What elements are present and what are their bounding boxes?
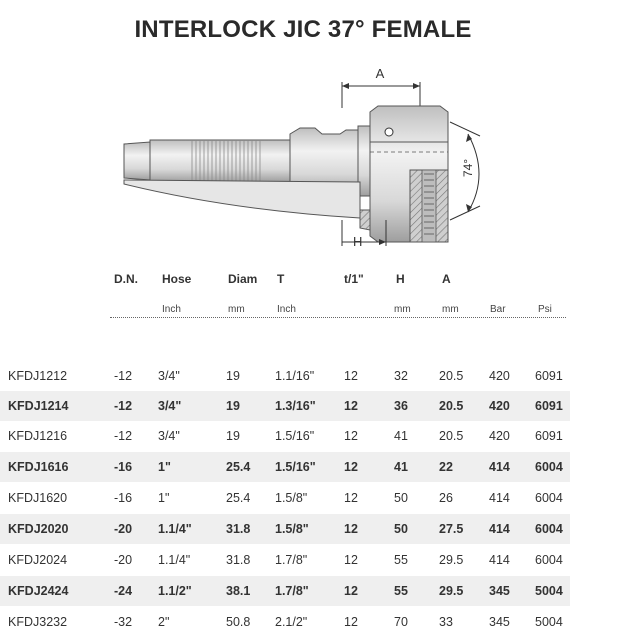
cell-h: 36 xyxy=(394,399,408,413)
cell-hose: 3/4" xyxy=(158,369,180,383)
cell-a: 33 xyxy=(439,615,453,629)
cell-psi: 5004 xyxy=(535,615,563,629)
cell-code: KFDJ2024 xyxy=(8,553,68,567)
dimension-h-label: H xyxy=(353,234,363,249)
cell-t: 1.1/16" xyxy=(275,369,315,383)
cell-psi: 6091 xyxy=(535,399,563,413)
cell-hose: 1.1/2" xyxy=(158,584,192,598)
cell-hose: 1.1/4" xyxy=(158,522,192,536)
cell-dn: -12 xyxy=(114,369,133,383)
cell-t: 1.3/16" xyxy=(275,399,316,413)
cell-diam: 19 xyxy=(226,399,240,413)
cell-diam: 25.4 xyxy=(226,460,251,474)
cell-dn: -16 xyxy=(114,491,133,505)
cell-dn: -24 xyxy=(114,584,133,598)
cell-psi: 6004 xyxy=(535,460,563,474)
cell-t1: 12 xyxy=(344,491,358,505)
cell-dn: -12 xyxy=(114,399,133,413)
dimension-a-label: A xyxy=(375,66,385,81)
header-a: A xyxy=(442,272,451,286)
fitting-drawing xyxy=(110,60,510,260)
header-diam: Diam xyxy=(228,272,258,286)
cell-t1: 12 xyxy=(344,399,358,413)
unit-h: mm xyxy=(394,304,411,315)
cell-t: 1.5/16" xyxy=(275,429,315,443)
header-dn: D.N. xyxy=(114,272,138,286)
cell-t1: 12 xyxy=(344,369,358,383)
cell-bar: 345 xyxy=(489,584,510,598)
table-row xyxy=(0,452,570,482)
cell-psi: 6004 xyxy=(535,553,563,567)
cell-code: KFDJ2424 xyxy=(8,584,69,598)
cell-bar: 414 xyxy=(489,491,510,505)
cell-t1: 12 xyxy=(344,460,358,474)
cell-code: KFDJ1616 xyxy=(8,460,69,474)
cell-a: 22 xyxy=(439,460,453,474)
cell-code: KFDJ1216 xyxy=(8,429,68,443)
cell-dn: -12 xyxy=(114,429,133,443)
cell-a: 29.5 xyxy=(439,584,464,598)
cell-t: 1.7/8" xyxy=(275,553,308,567)
cell-t: 1.5/16" xyxy=(275,460,316,474)
table-row xyxy=(0,421,570,451)
cell-bar: 345 xyxy=(489,615,510,629)
cell-dn: -16 xyxy=(114,460,133,474)
cell-h: 55 xyxy=(394,553,408,567)
cell-a: 20.5 xyxy=(439,369,464,383)
cell-hose: 2" xyxy=(158,615,170,629)
cell-t: 1.5/8" xyxy=(275,522,309,536)
unit-t: Inch xyxy=(277,304,296,315)
cell-t1: 12 xyxy=(344,584,358,598)
table-row xyxy=(0,361,570,391)
cell-dn: -20 xyxy=(114,522,133,536)
cell-psi: 6091 xyxy=(535,429,563,443)
cell-h: 41 xyxy=(394,429,408,443)
cell-diam: 19 xyxy=(226,369,240,383)
cell-h: 50 xyxy=(394,522,408,536)
cell-bar: 420 xyxy=(489,399,510,413)
cell-a: 29.5 xyxy=(439,553,464,567)
unit-a: mm xyxy=(442,304,459,315)
cell-t1: 12 xyxy=(344,429,358,443)
cell-bar: 420 xyxy=(489,369,510,383)
cell-code: KFDJ2020 xyxy=(8,522,69,536)
cell-a: 26 xyxy=(439,491,453,505)
cell-diam: 25.4 xyxy=(226,491,251,505)
cell-h: 50 xyxy=(394,491,408,505)
cell-hose: 1" xyxy=(158,460,171,474)
cell-code: KFDJ1212 xyxy=(8,369,68,383)
table-row xyxy=(0,514,570,544)
header-t1: t/1" xyxy=(344,272,364,286)
cell-diam: 31.8 xyxy=(226,553,251,567)
header-divider xyxy=(110,317,566,318)
table-row xyxy=(0,391,570,421)
cell-diam: 31.8 xyxy=(226,522,251,536)
unit-hose: Inch xyxy=(162,304,181,315)
cell-diam: 50.8 xyxy=(226,615,251,629)
table-row xyxy=(0,545,570,575)
cell-a: 20.5 xyxy=(439,399,464,413)
cell-h: 55 xyxy=(394,584,408,598)
cell-dn: -20 xyxy=(114,553,133,567)
cell-h: 41 xyxy=(394,460,408,474)
cell-bar: 414 xyxy=(489,522,510,536)
header-hose: Hose xyxy=(162,272,192,286)
unit-diam: mm xyxy=(228,304,245,315)
cell-t: 2.1/2" xyxy=(275,615,308,629)
page-title: INTERLOCK JIC 37° FEMALE xyxy=(134,16,472,43)
cell-hose: 1.1/4" xyxy=(158,553,191,567)
cell-a: 20.5 xyxy=(439,429,464,443)
table-row xyxy=(0,576,570,606)
cell-bar: 414 xyxy=(489,553,510,567)
table-row xyxy=(0,483,570,513)
header-h: H xyxy=(396,272,405,286)
table-row xyxy=(0,607,570,637)
cell-psi: 6004 xyxy=(535,491,563,505)
header-t: T xyxy=(277,272,285,286)
cell-psi: 5004 xyxy=(535,584,563,598)
angle-label: 74° xyxy=(461,158,475,178)
cell-h: 32 xyxy=(394,369,408,383)
cell-code: KFDJ1620 xyxy=(8,491,68,505)
cell-t: 1.7/8" xyxy=(275,584,309,598)
cell-dn: -32 xyxy=(114,615,133,629)
unit-psi: Psi xyxy=(538,304,552,315)
cell-code: KFDJ1214 xyxy=(8,399,69,413)
cell-hose: 1" xyxy=(158,491,170,505)
cell-bar: 420 xyxy=(489,429,510,443)
cell-bar: 414 xyxy=(489,460,510,474)
cell-code: KFDJ3232 xyxy=(8,615,68,629)
cell-t1: 12 xyxy=(344,522,358,536)
cell-t1: 12 xyxy=(344,553,358,567)
cell-h: 70 xyxy=(394,615,408,629)
cell-diam: 38.1 xyxy=(226,584,251,598)
cell-a: 27.5 xyxy=(439,522,464,536)
cell-hose: 3/4" xyxy=(158,399,182,413)
cell-psi: 6091 xyxy=(535,369,563,383)
cell-diam: 19 xyxy=(226,429,240,443)
cell-t: 1.5/8" xyxy=(275,491,308,505)
cell-t1: 12 xyxy=(344,615,358,629)
cell-psi: 6004 xyxy=(535,522,563,536)
unit-bar: Bar xyxy=(490,304,506,315)
cell-hose: 3/4" xyxy=(158,429,180,443)
